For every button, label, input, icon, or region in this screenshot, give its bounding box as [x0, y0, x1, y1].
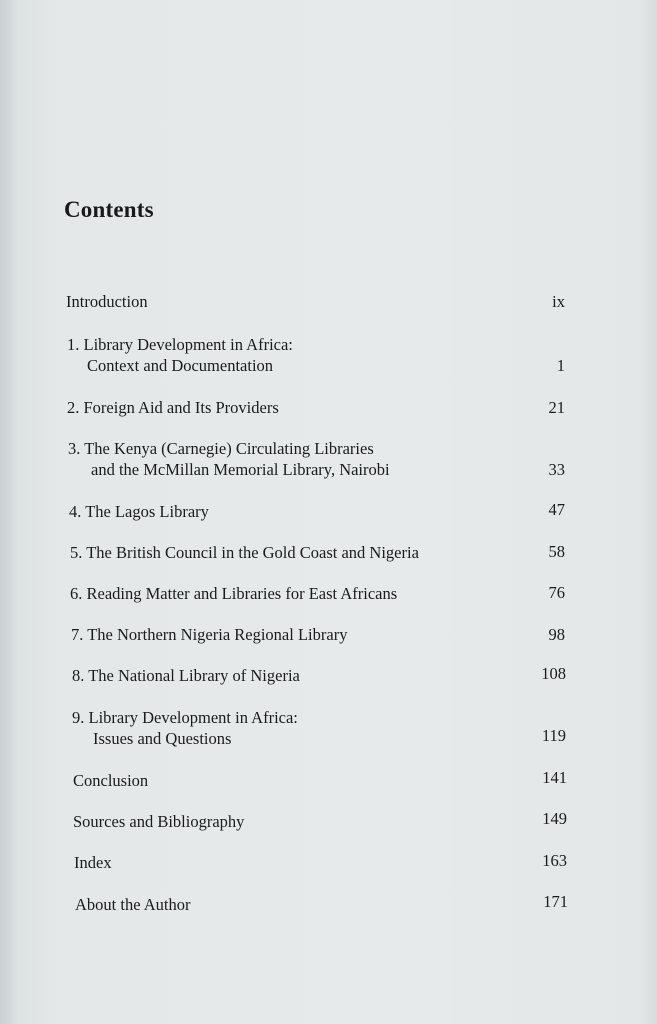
toc-entry-title: Introduction — [66, 292, 148, 311]
toc-entry-page: 1 — [556, 356, 565, 375]
toc-entry-page: 76 — [548, 583, 565, 602]
contents-heading: Contents — [64, 197, 154, 222]
toc-entry-page: 47 — [548, 500, 565, 519]
toc-entry-page: 33 — [548, 460, 565, 479]
toc-entry-page: 58 — [548, 542, 565, 561]
toc-entry-title: Index — [74, 853, 112, 872]
toc-entry-title: 6. Reading Matter and Libraries for East Africans — [70, 584, 398, 603]
toc-entry-title: 9. Library Development in Africa: — [72, 708, 298, 727]
toc-entry-title: Sources and Bibliography — [73, 812, 245, 831]
toc-entry-page: 171 — [543, 892, 568, 911]
toc-entry-page: 163 — [542, 851, 567, 870]
toc-entry-title-continued: and the McMillan Memorial Library, Nairobi — [91, 460, 390, 479]
toc-entry-title: 4. The Lagos Library — [69, 502, 209, 521]
toc-entry-title: 5. The British Council in the Gold Coast and Nigeria — [70, 543, 419, 562]
toc-entry-page: 98 — [548, 625, 565, 644]
toc-entry-title: 7. The Northern Nigeria Regional Library — [71, 625, 348, 644]
toc-entry-title-continued: Context and Documentation — [87, 356, 274, 375]
toc-entry-title: 1. Library Development in Africa: — [67, 335, 293, 354]
toc-entry-page: ix — [552, 292, 565, 311]
toc-entry-title: About the Author — [75, 895, 191, 914]
toc-entry-title-continued: Issues and Questions — [93, 729, 232, 748]
toc-entry-page: 21 — [548, 398, 565, 417]
toc-entry-title: Conclusion — [73, 771, 149, 790]
toc-entry-title: 2. Foreign Aid and Its Providers — [67, 398, 279, 417]
toc-entry-page: 119 — [541, 726, 566, 745]
toc-entry-title: 3. The Kenya (Carnegie) Circulating Libraries — [68, 439, 374, 458]
toc-entry-title: 8. The National Library of Nigeria — [72, 666, 300, 685]
toc-entry-page: 141 — [542, 768, 567, 787]
toc-entry-page: 108 — [541, 664, 566, 683]
toc-entry-page: 149 — [542, 809, 567, 828]
